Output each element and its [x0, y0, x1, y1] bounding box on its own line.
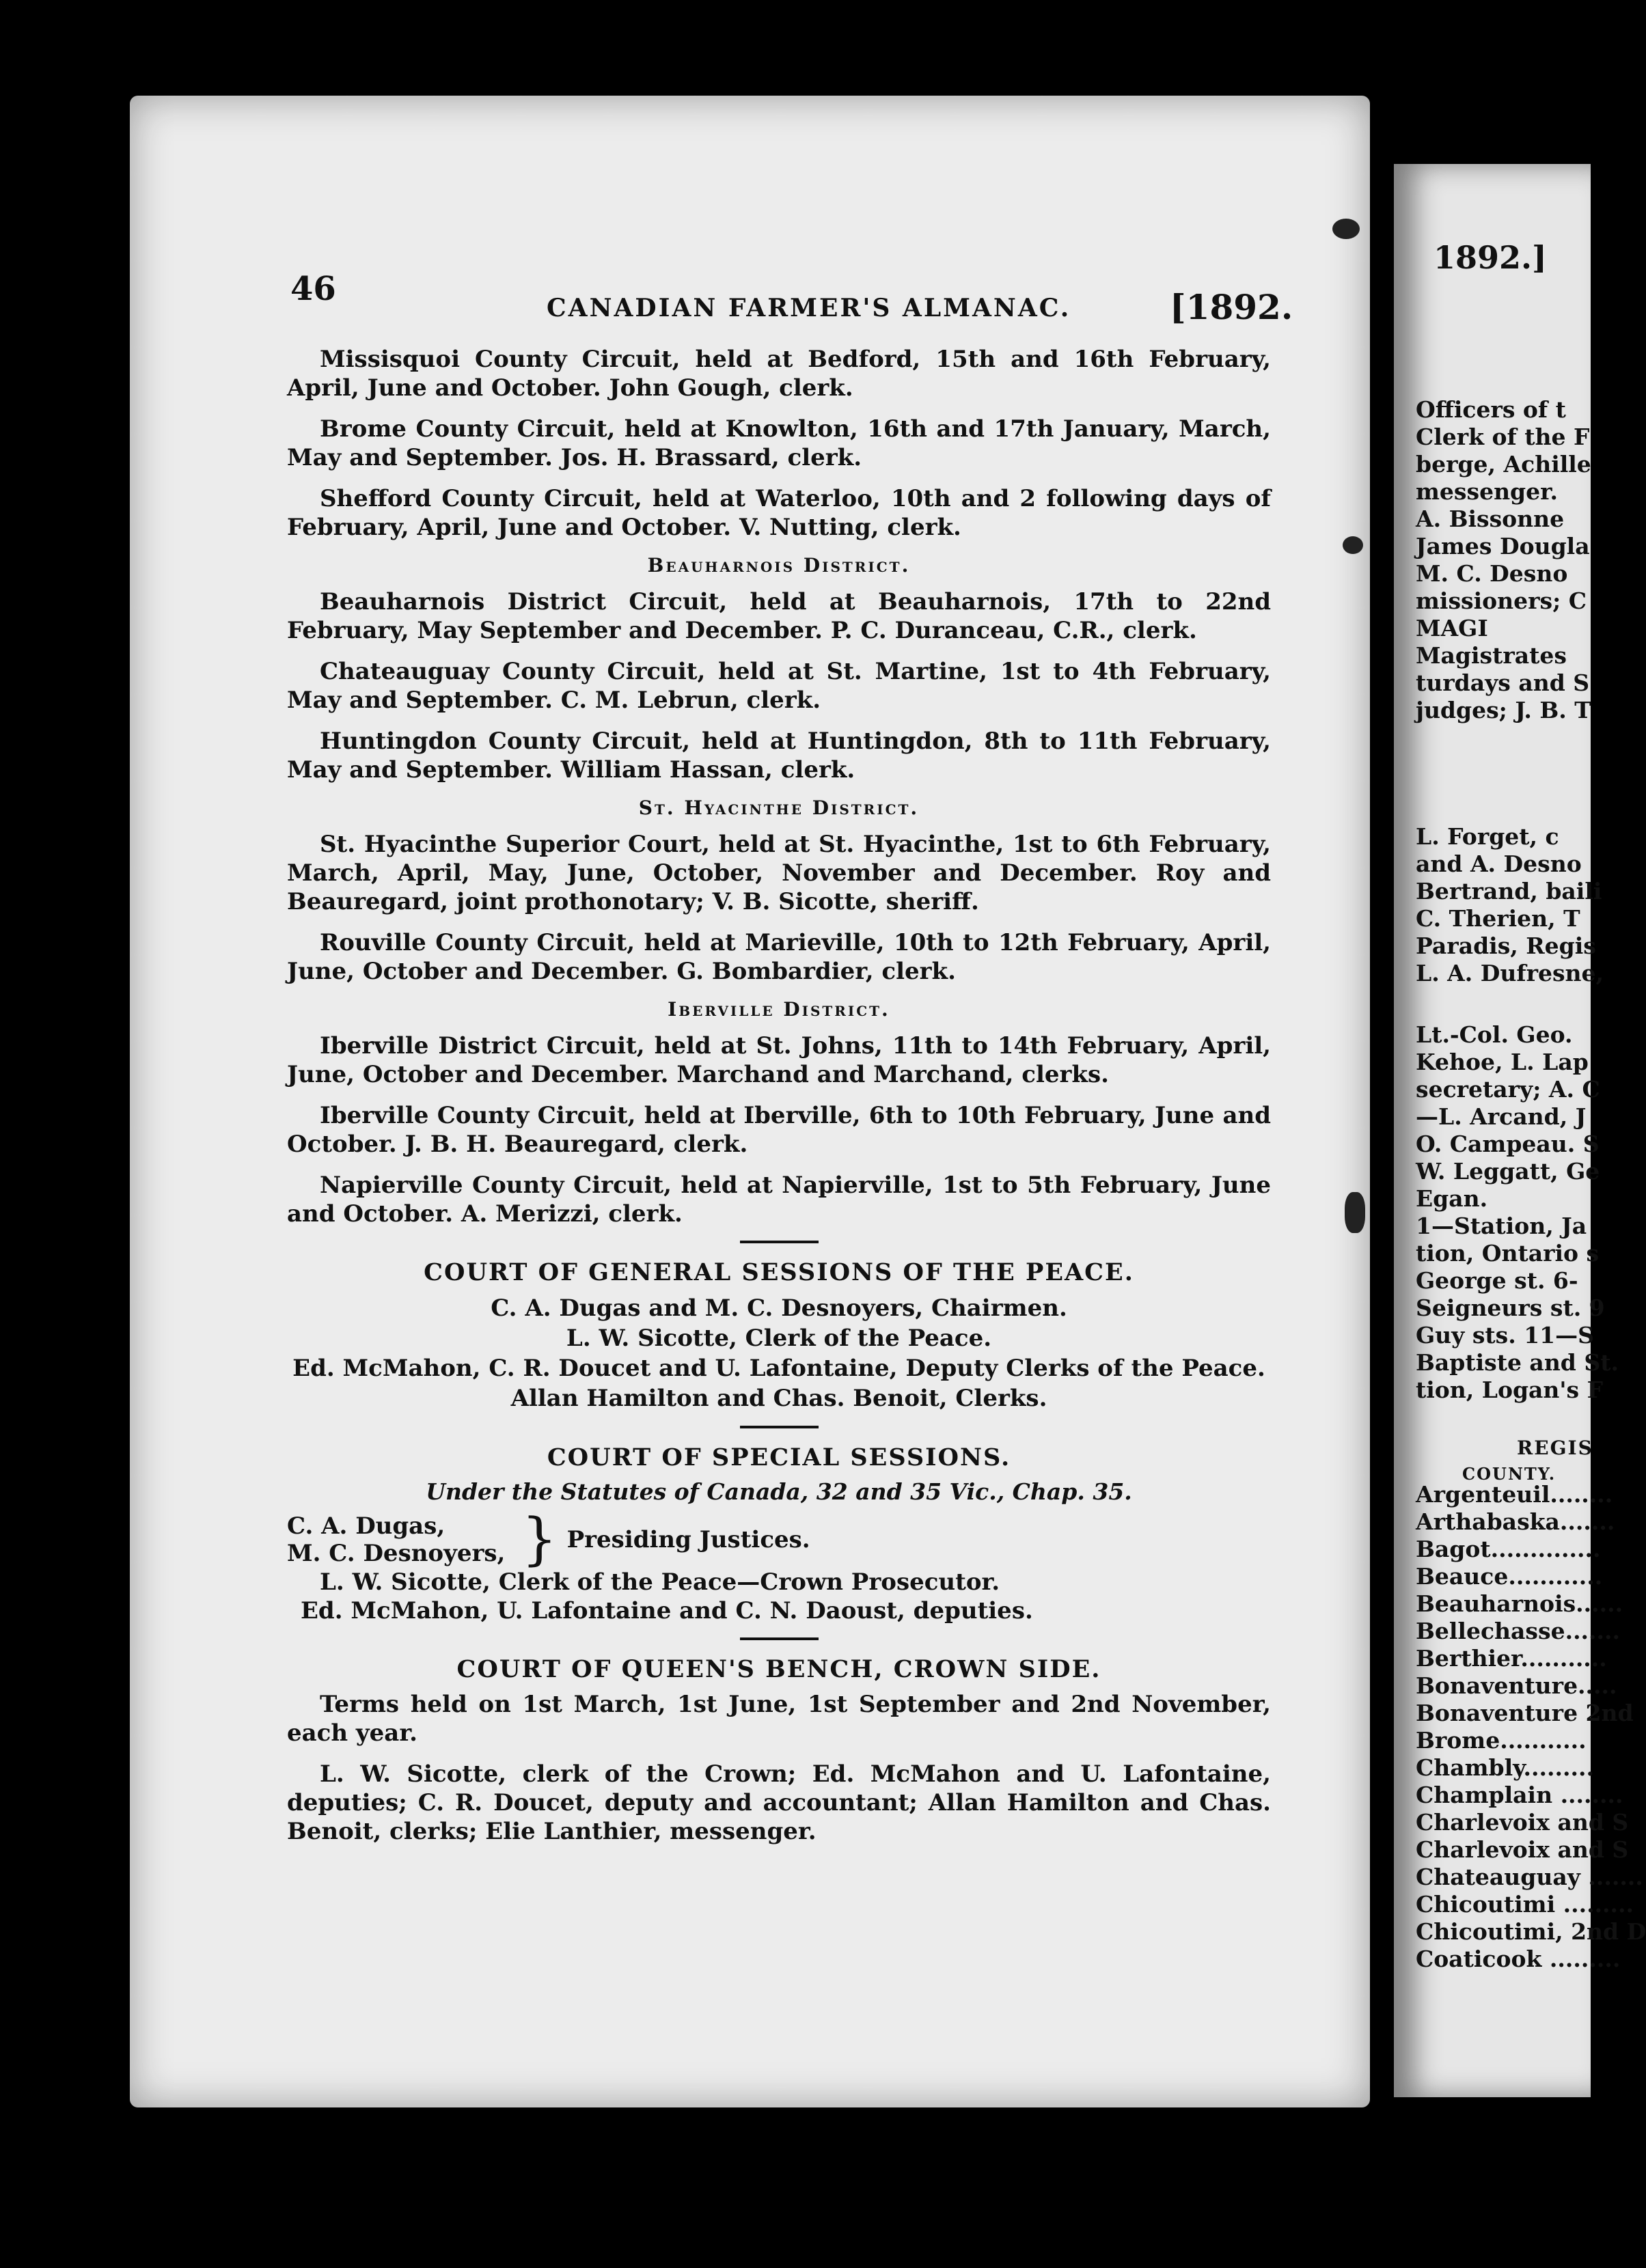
- presiding-justices-label: Presiding Justices.: [566, 1526, 810, 1553]
- brace-glyph: }: [521, 1507, 558, 1572]
- circuit-entry: Beauharnois District Circuit, held at Beauharnois, 17th to 22nd February, May September and December. P. C. Duranceau, C.R., clerk.: [287, 588, 1271, 644]
- right-text-line: Baptiste and St.: [1416, 1349, 1619, 1376]
- county-name: Chicoutimi .........: [1416, 1891, 1634, 1918]
- county-name: Berthier...........: [1416, 1645, 1607, 1672]
- circuit-entry: Rouville County Circuit, held at Marieville, 10th to 12th February, April, June, October and December. G. Bombardier, clerk.: [287, 929, 1271, 985]
- right-text-line: —L. Arcand, J: [1416, 1103, 1587, 1130]
- special-sessions-line: L. W. Sicotte, Clerk of the Peace—Crown Prosecutor.: [320, 1568, 1000, 1596]
- queens-bench-terms: Terms held on 1st March, 1st June, 1st September and 2nd November, each year.: [287, 1691, 1271, 1747]
- county-name: Argenteuil........: [1416, 1481, 1613, 1508]
- circuit-entry: Iberville County Circuit, held at Iberville, 6th to 10th February, June and October. J. B. H. Beauregard, clerk.: [287, 1102, 1271, 1158]
- right-text-line: and A. Desno: [1416, 850, 1582, 877]
- right-text-line: Lt.-Col. Geo.: [1416, 1021, 1573, 1048]
- general-sessions-title: COURT OF GENERAL SESSIONS OF THE PEACE.: [424, 1258, 1134, 1286]
- county-name: Bonaventure.....: [1416, 1672, 1617, 1699]
- binding-tear: [1332, 219, 1360, 239]
- binding-tear: [1343, 536, 1363, 554]
- county-heading: COUNTY.: [1462, 1464, 1556, 1484]
- right-text-line: Paradis, Regis: [1416, 932, 1596, 959]
- circuit-entry: Huntingdon County Circuit, held at Huntingdon, 8th to 11th February, May and September. William Hassan, clerk.: [287, 728, 1271, 784]
- right-text-line: C. Therien, T: [1416, 905, 1580, 932]
- regis-heading: REGIS: [1517, 1437, 1593, 1459]
- county-name: Brome...........: [1416, 1727, 1587, 1754]
- left-page-content: [287, 345, 1271, 1858]
- right-text-line: messenger.: [1416, 478, 1558, 505]
- right-text-line: judges; J. B. T: [1416, 697, 1591, 723]
- circuit-entry: Shefford County Circuit, held at Waterloo, 10th and 2 following days of February, April, June and October. V. Nutting, clerk.: [287, 485, 1271, 541]
- right-text-line: berge, Achille: [1416, 451, 1591, 478]
- right-text-line: James Dougla: [1416, 533, 1590, 559]
- county-name: Chicoutimi, 2nd D: [1416, 1918, 1646, 1945]
- right-page: [1394, 164, 1646, 2097]
- right-text-line: Guy sts. 11—S: [1416, 1322, 1594, 1349]
- circuit-entry: Napierville County Circuit, held at Napierville, 1st to 5th February, June and October. A. Merizzi, clerk.: [287, 1172, 1271, 1228]
- right-text-line: M. C. Desno: [1416, 560, 1568, 587]
- right-police-block: [1416, 1021, 1619, 1404]
- binding-tear: [1345, 1192, 1365, 1233]
- section-rule: [740, 1241, 819, 1243]
- right-text-line: MAGI: [1416, 615, 1488, 641]
- county-list: [1416, 1481, 1646, 1973]
- right-text-line: A. Bissonne: [1416, 506, 1565, 532]
- special-sessions-line: Ed. McMahon, U. Lafontaine and C. N. Daoust, deputies.: [301, 1597, 1033, 1624]
- special-sessions-title: COURT OF SPECIAL SESSIONS.: [547, 1443, 1011, 1471]
- county-name: Chambly.........: [1416, 1754, 1594, 1781]
- justice-name: M. C. Desnoyers,: [287, 1540, 506, 1567]
- right-text-line: 1—Station, Ja: [1416, 1213, 1587, 1239]
- county-name: Charlevoix and S: [1416, 1809, 1629, 1836]
- district-heading: Beauharnois District.: [647, 554, 911, 577]
- queens-bench-title: COURT OF QUEEN'S BENCH, CROWN SIDE.: [456, 1655, 1101, 1683]
- right-text-line: turdays and S: [1416, 669, 1590, 696]
- section-rule: [740, 1426, 819, 1428]
- right-text-line: W. Leggatt, Ge: [1416, 1158, 1600, 1185]
- county-name: Charlevoix and S: [1416, 1836, 1629, 1863]
- county-name: Beauce............: [1416, 1563, 1603, 1590]
- right-text-line: Seigneurs st. 9: [1416, 1295, 1605, 1321]
- county-name: Bellechasse.......: [1416, 1618, 1620, 1644]
- section-rule: [740, 1637, 819, 1640]
- county-name: Bonaventure 2nd: [1416, 1700, 1634, 1726]
- right-text-line: Kehoe, L. Lap: [1416, 1049, 1589, 1075]
- right-text-line: tion, Logan's F: [1416, 1377, 1604, 1403]
- presiding-justices: [287, 1507, 1271, 1572]
- justice-name: C. A. Dugas,: [287, 1512, 445, 1540]
- right-text-line: Clerk of the F: [1416, 424, 1590, 450]
- county-name: Champlain ........: [1416, 1782, 1623, 1808]
- county-name: Bagot..............: [1416, 1536, 1601, 1562]
- district-heading: St. Hyacinthe District.: [638, 797, 920, 819]
- queens-bench-officers: L. W. Sicotte, clerk of the Crown; Ed. McMahon and U. Lafontaine, deputies; C. R. Doucet, deputy and accountant; Allan Hamilton and Chas. Benoit, clerks; Elie Lanthier, messenger.: [287, 1760, 1271, 1845]
- special-sessions-statute: Under the Statutes of Canada, 32 and 35 Vic., Chap. 35.: [426, 1478, 1132, 1505]
- circuit-entry: Chateauguay County Circuit, held at St. Martine, 1st to 4th February, May and September. C. M. Lebrun, clerk.: [287, 658, 1271, 714]
- right-text-line: secretary; A. C: [1416, 1076, 1600, 1103]
- page-number: 46: [290, 270, 336, 308]
- circuit-entry: Missisquoi County Circuit, held at Bedford, 15th and 16th February, April, June and October. John Gough, clerk.: [287, 346, 1271, 402]
- general-sessions-line: L. W. Sicotte, Clerk of the Peace.: [566, 1325, 992, 1352]
- circuit-entry: Iberville District Circuit, held at St. Johns, 11th to 14th February, April, June, October and December. Marchand and Marchand, clerks.: [287, 1032, 1271, 1088]
- right-forget-block: [1416, 823, 1604, 987]
- right-text-line: Magistrates: [1416, 642, 1567, 669]
- county-name: Chateauguay .......: [1416, 1864, 1643, 1890]
- right-officers-block: [1416, 396, 1591, 724]
- right-text-line: L. Forget, c: [1416, 823, 1559, 850]
- running-head: CANADIAN FARMER'S ALMANAC.: [547, 294, 1071, 322]
- right-text-line: O. Campeau. S: [1416, 1131, 1600, 1157]
- page-year: [1892.: [1170, 287, 1293, 327]
- general-sessions-line: Ed. McMahon, C. R. Doucet and U. Lafontaine, Deputy Clerks of the Peace.: [292, 1355, 1265, 1382]
- right-page-year: 1892.]: [1434, 239, 1547, 276]
- circuit-listings: [287, 345, 1271, 1228]
- county-name: Arthabaska.......: [1416, 1508, 1615, 1535]
- county-name: Beauharnois......: [1416, 1590, 1623, 1617]
- circuit-entry: Brome County Circuit, held at Knowlton, 16th and 17th January, March, May and September. Jos. H. Brassard, clerk.: [287, 415, 1271, 471]
- right-text-line: missioners; C: [1416, 587, 1587, 614]
- right-text-line: Egan.: [1416, 1185, 1488, 1212]
- county-name: Coaticook .........: [1416, 1946, 1621, 1972]
- right-text-line: tion, Ontario s: [1416, 1240, 1600, 1267]
- right-text-line: L. A. Dufresne,: [1416, 960, 1604, 986]
- right-text-line: Officers of t: [1416, 396, 1566, 423]
- right-text-line: George st. 6-: [1416, 1267, 1578, 1294]
- right-text-line: Bertrand, baili: [1416, 878, 1602, 904]
- general-sessions-line: Allan Hamilton and Chas. Benoit, Clerks.: [510, 1385, 1047, 1412]
- circuit-entry: St. Hyacinthe Superior Court, held at St. Hyacinthe, 1st to 6th February, March, April, May, June, October, November and December. Roy and Beauregard, joint prothonotary; V. B. Sicotte, sheriff.: [287, 831, 1271, 915]
- general-sessions-line: C. A. Dugas and M. C. Desnoyers, Chairmen.: [491, 1295, 1067, 1322]
- district-heading: Iberville District.: [668, 998, 890, 1021]
